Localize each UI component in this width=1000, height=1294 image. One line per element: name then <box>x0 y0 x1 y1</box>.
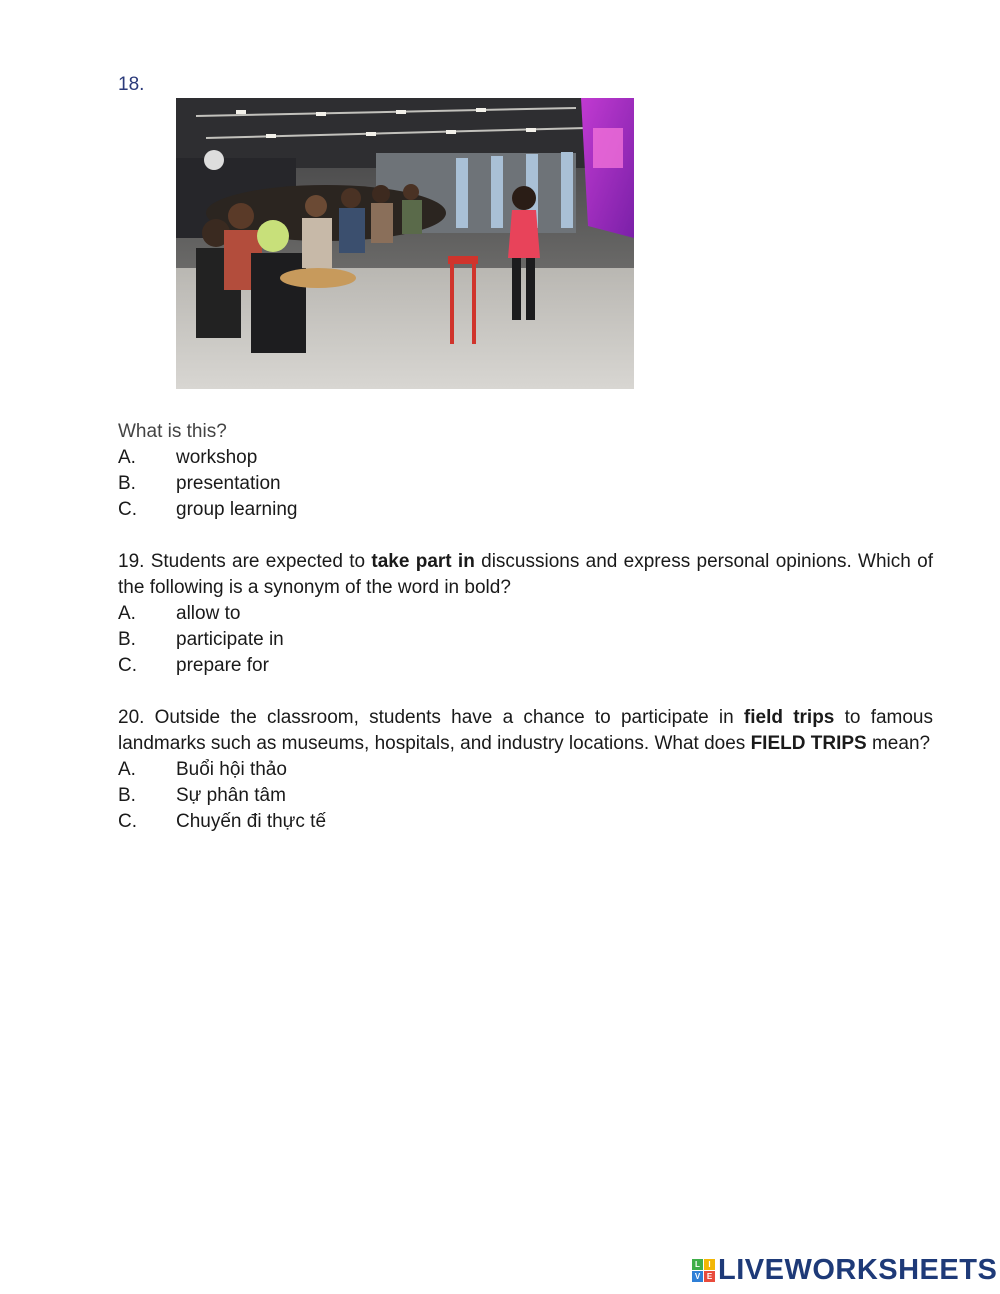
logo-block: L <box>692 1259 703 1270</box>
option-text: workshop <box>176 447 258 468</box>
q19-text-part: discussions and express personal opinions. Which of the following is a synonym of the word in bold? <box>118 551 934 598</box>
option-letter: C. <box>118 811 137 832</box>
question-19-option-b <box>118 627 933 653</box>
question-20-option-a <box>118 757 933 783</box>
logo-block: I <box>704 1259 715 1270</box>
option-text: prepare for <box>176 655 269 676</box>
question-18-option-c <box>118 497 933 523</box>
option-letter: C. <box>118 655 137 676</box>
q20-text-part: mean? <box>866 733 931 754</box>
q20-bold-phrase: field trips <box>743 707 835 728</box>
q19-bold-phrase: take part in <box>371 551 475 572</box>
option-text: Buổi hội thảo <box>176 759 287 780</box>
logo-block: V <box>692 1271 703 1282</box>
option-text: group learning <box>176 499 298 520</box>
logo-text: LIVEWORKSHEETS <box>718 1253 998 1286</box>
question-19-option-c <box>118 653 933 679</box>
option-text: Chuyến đi thực tế <box>176 811 327 832</box>
question-19-option-a <box>118 601 933 627</box>
option-letter: A. <box>118 447 136 468</box>
option-letter: B. <box>118 473 136 494</box>
classroom-photo-illustration <box>176 98 634 389</box>
worksheet-page <box>118 72 933 835</box>
option-letter: A. <box>118 759 136 780</box>
option-letter: B. <box>118 785 136 806</box>
question-20-option-b <box>118 783 933 809</box>
q20-text-part: to famous landmarks such as museums, hospitals, and industry locations. What does <box>118 707 933 754</box>
q20-bold-phrase: FIELD TRIPS <box>750 733 867 754</box>
question-18-number: 18. <box>118 74 145 95</box>
option-text: allow to <box>176 603 241 624</box>
option-letter: A. <box>118 603 136 624</box>
option-letter: C. <box>118 499 137 520</box>
question-20-text <box>118 705 933 757</box>
option-letter: B. <box>118 629 136 650</box>
option-text: presentation <box>176 473 281 494</box>
classroom-photo <box>176 98 634 389</box>
logo-blocks-icon <box>692 1259 715 1282</box>
question-18-option-a <box>118 445 933 471</box>
liveworksheets-logo <box>692 1253 997 1287</box>
question-19-text <box>118 549 933 601</box>
option-text: Sự phân tâm <box>176 785 286 806</box>
question-18-prompt: What is this? <box>118 421 227 442</box>
q19-text-part: 19. Students are expected to <box>118 551 372 572</box>
option-text: participate in <box>176 629 284 650</box>
logo-block: E <box>704 1271 715 1282</box>
question-20-option-c <box>118 809 933 835</box>
question-18-option-b <box>118 471 933 497</box>
q20-text-part: 20. Outside the classroom, students have a chance to participate in <box>118 707 744 728</box>
